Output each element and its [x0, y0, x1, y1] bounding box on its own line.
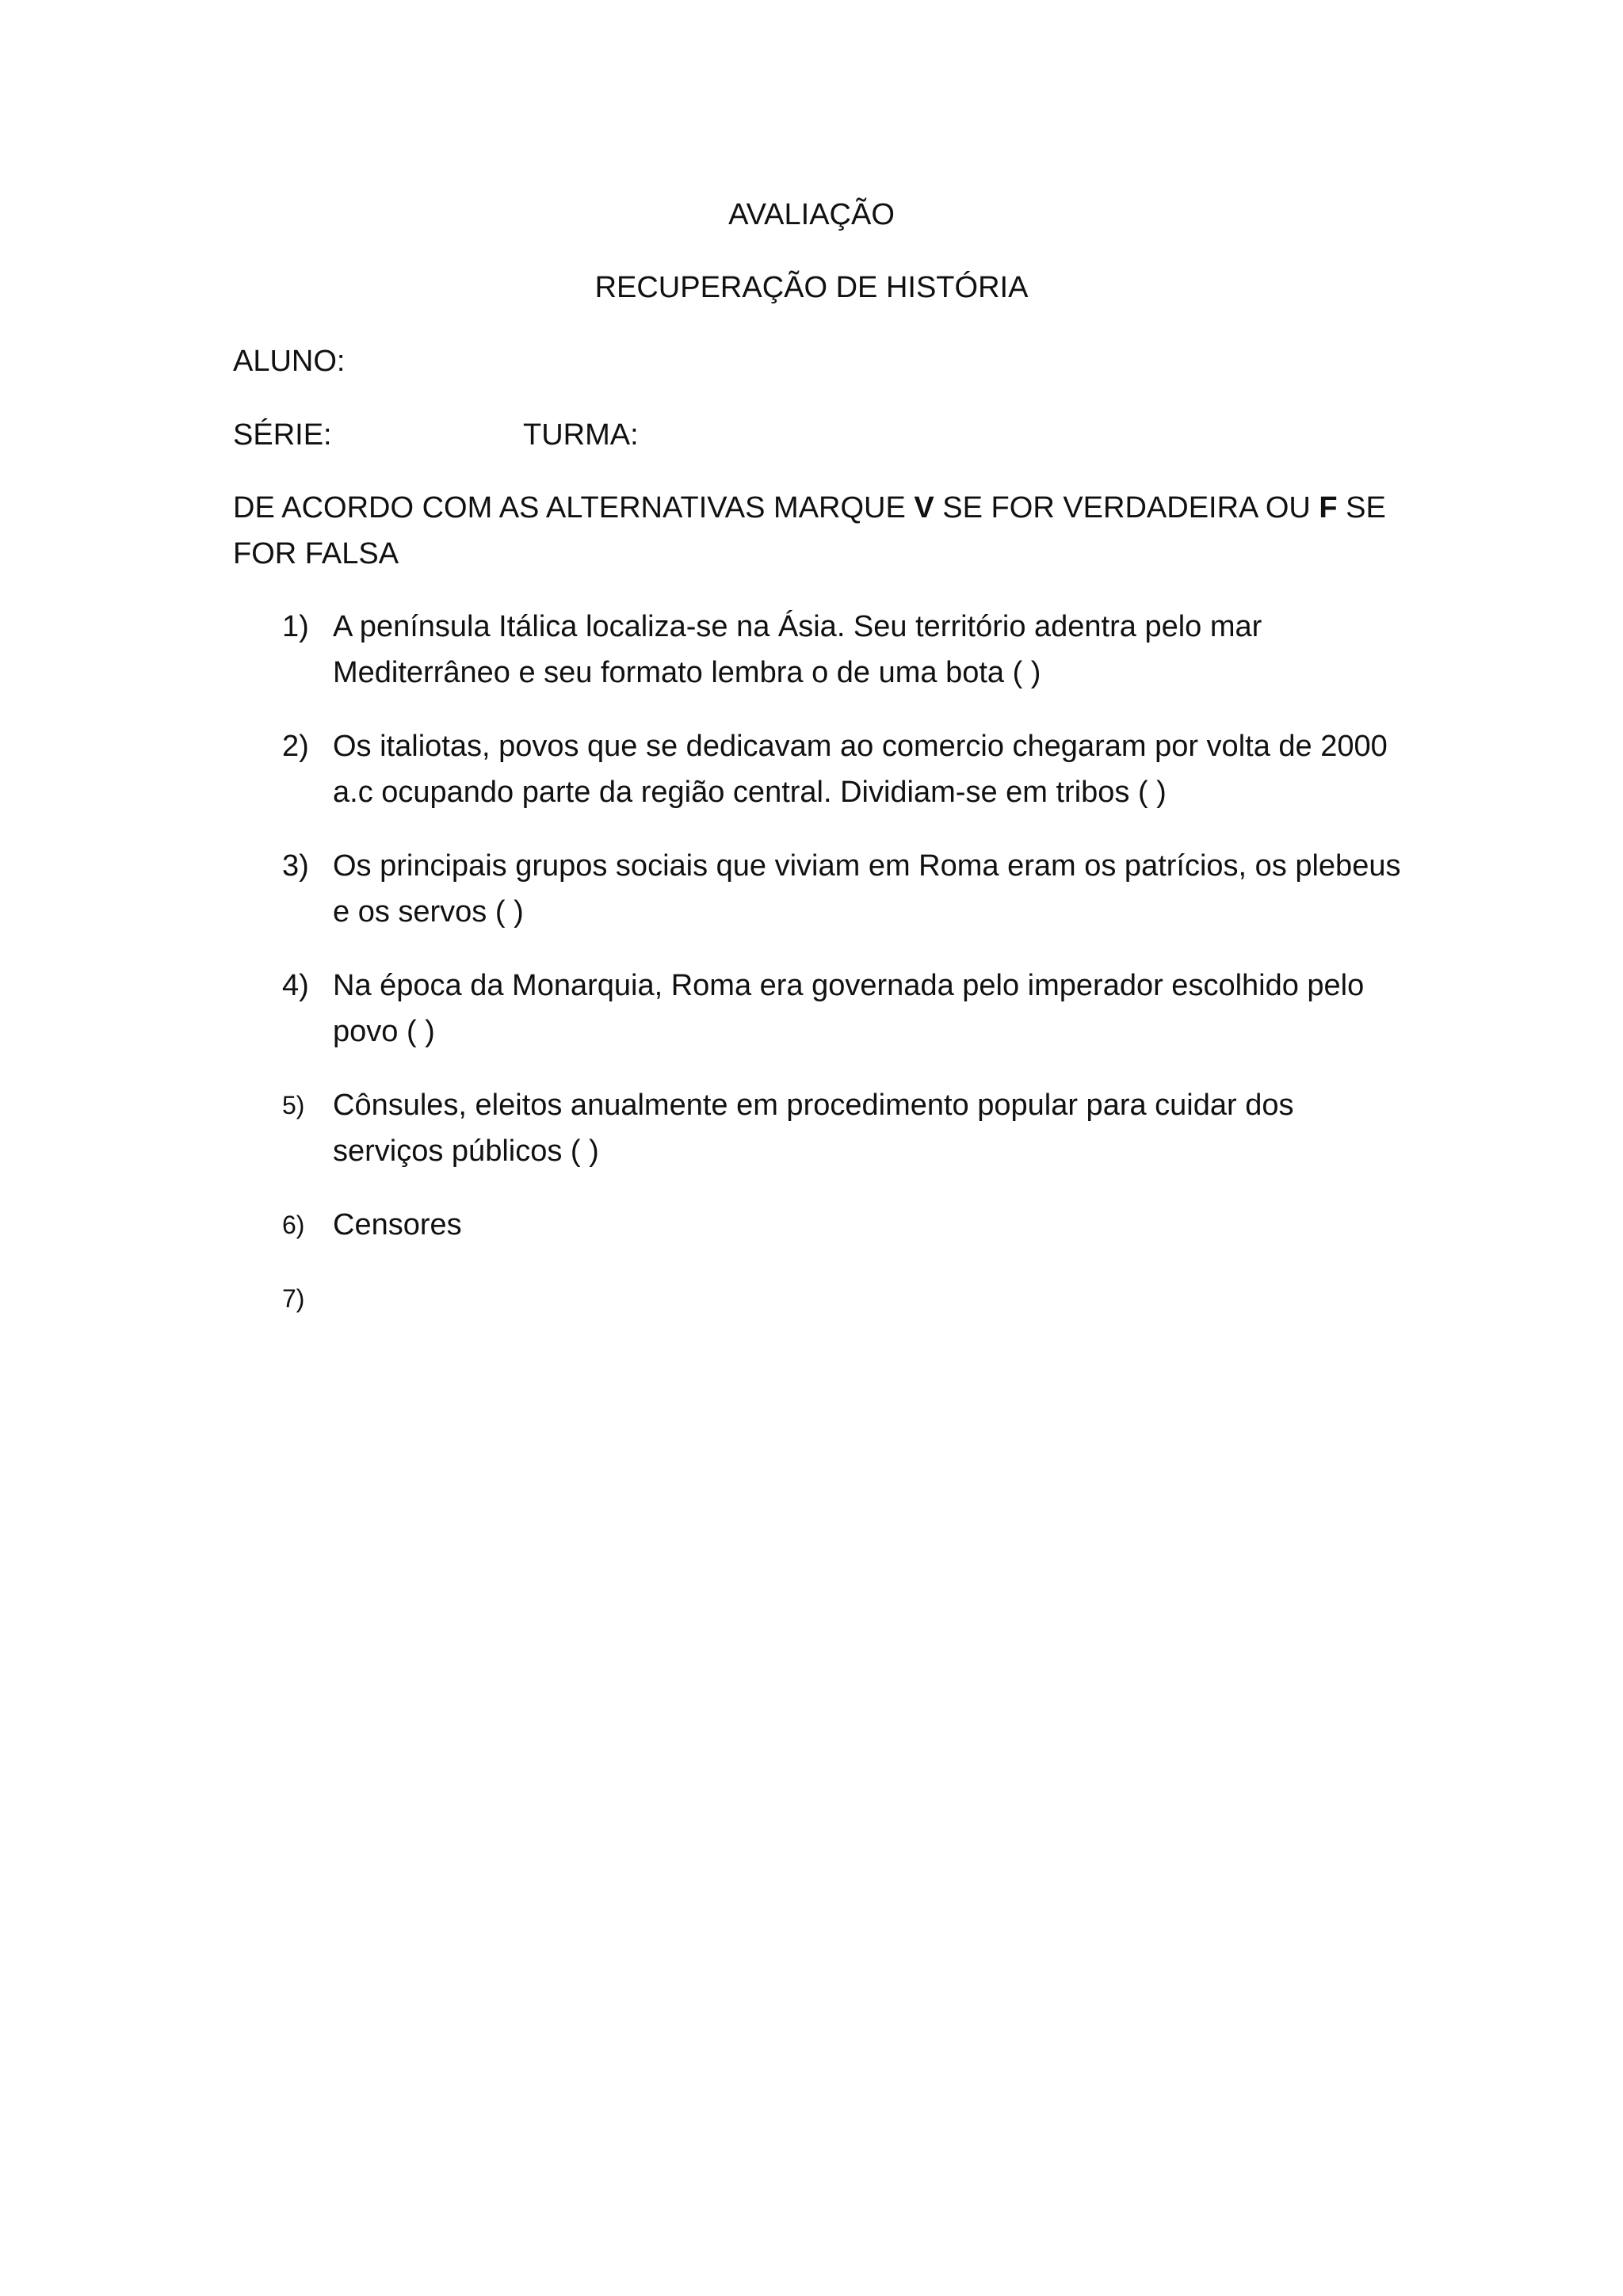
student-name-label: ALUNO:	[233, 345, 346, 378]
question-number: 1)	[282, 610, 309, 643]
title-text: AVALIAÇÃO	[728, 198, 895, 231]
instruction-part-1: DE ACORDO COM AS ALTERNATIVAS MARQUE	[233, 491, 915, 524]
class-label: TURMA:	[523, 418, 639, 452]
question-item	[233, 1202, 1406, 1248]
question-number: 3)	[282, 849, 309, 883]
question-text: Os italiotas, povos que se dedicavam ao comercio chegaram por volta de 2000 a.c ocupando parte da região central. Dividiam-se em tribos ( )	[333, 730, 1388, 809]
question-number: 4)	[282, 969, 309, 1002]
question-number: 5)	[282, 1091, 305, 1119]
question-item	[233, 604, 1406, 696]
instruction-text	[233, 485, 1398, 577]
question-number: 6)	[282, 1211, 305, 1239]
question-list	[233, 604, 1406, 1349]
question-number: 7)	[282, 1284, 305, 1313]
question-text: A península Itálica localiza-se na Ásia. Seu território adentra pelo mar Mediterrâneo e seu formato lembra o de uma bota ( )	[333, 610, 1262, 689]
subtitle-text: RECUPERAÇÃO DE HISTÓRIA	[594, 271, 1029, 304]
instruction-f: F	[1319, 491, 1338, 524]
question-text: Na época da Monarquia, Roma era governada pelo imperador escolhido pelo povo ( )	[333, 969, 1365, 1048]
document-title	[0, 192, 1623, 238]
question-item	[233, 723, 1406, 815]
question-number: 2)	[282, 730, 309, 763]
question-text: Censores	[333, 1208, 462, 1241]
instruction-v: V	[914, 491, 934, 524]
question-item	[233, 963, 1406, 1055]
instruction-part-3: SE FOR FALSA	[233, 491, 1386, 570]
question-text: Cônsules, eleitos anualmente em procedimento popular para cuidar dos serviços públicos ( )	[333, 1089, 1294, 1168]
instruction-part-2: SE FOR VERDADEIRA OU	[934, 491, 1319, 524]
question-item	[233, 1082, 1406, 1174]
question-text: Os principais grupos sociais que viviam em Roma eram os patrícios, os plebeus e os servos ( )	[333, 849, 1401, 929]
question-item	[233, 843, 1406, 935]
document-subtitle	[0, 265, 1623, 311]
grade-label: SÉRIE:	[233, 418, 332, 452]
question-item	[233, 1276, 1406, 1322]
